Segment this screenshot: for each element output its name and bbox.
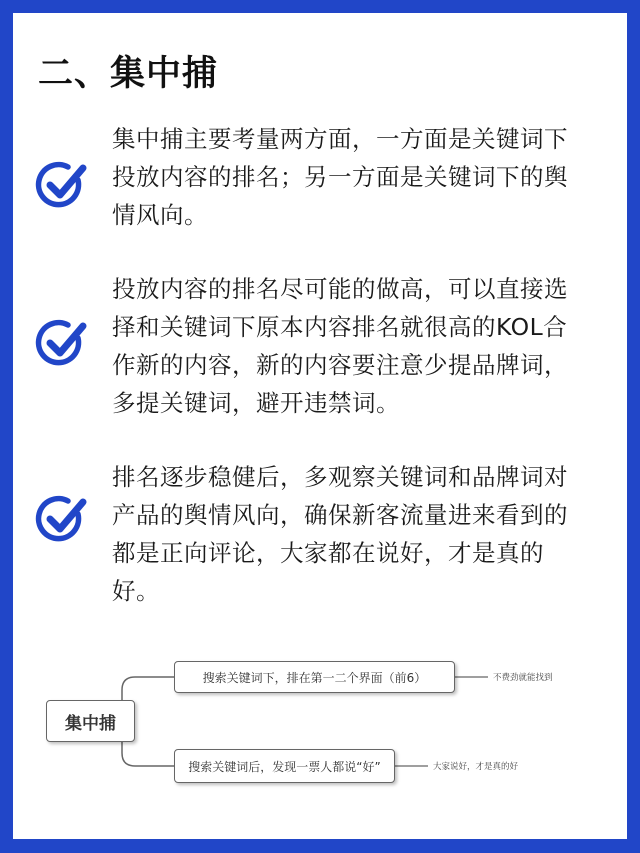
- mind-map-note-1: 不费劲就能找到: [493, 673, 553, 683]
- point-text-2: 投放内容的排名尽可能的做高，可以直接选择和关键词下原本内容排名就很高的KOL合作新的内容，新的内容要注意少提品牌词，多提关键词，避开违禁词。: [112, 275, 568, 417]
- page-title: 二、集中捕: [38, 54, 219, 94]
- watermark: 搜狐号@明黄课堂: [519, 820, 624, 835]
- mind-map-branch-2: 搜索关键词后，发现一票人都说“好”: [174, 749, 395, 783]
- mind-map-branch-1: 搜索关键词下，排在第一二个界面（前6）: [174, 661, 455, 693]
- mind-map-root: 集中捕: [46, 700, 135, 742]
- point-text-3: 排名逐步稳健后，多观察关键词和品牌词对产品的舆情风向，确保新客流量进来看到的都是正向评论，大家都在说好，才是真的好。: [112, 463, 568, 605]
- mind-map-note-2: 大家说好，才是真的好: [433, 762, 519, 772]
- point-text-1: 集中捕主要考量两方面，一方面是关键词下投放内容的排名；另一方面是关键词下的舆情风向。: [112, 125, 568, 229]
